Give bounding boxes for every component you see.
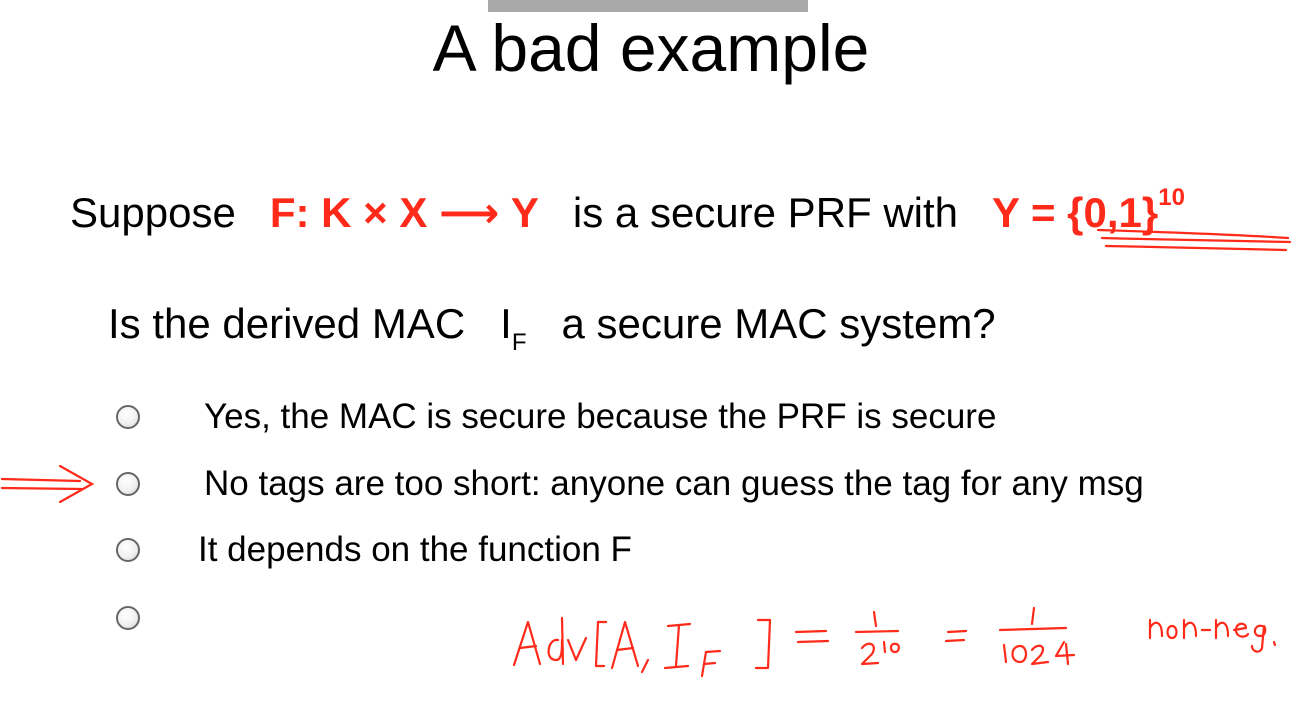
suppose-text: Suppose [70,189,236,236]
slide-title: A bad example [432,11,870,85]
question-suffix: a secure MAC system? [561,300,996,347]
question-prefix: Is the derived MAC [108,300,466,347]
mac-symbol: I [500,300,512,347]
prf-signature: F: K × X [269,189,428,236]
answer-option-label: No tags are too short: anyone can guess the tag for any msg [204,464,1144,503]
secure-prf-text: is a secure PRF with [572,189,959,236]
mac-subscript: F [511,329,527,356]
underline-strokes [1098,230,1290,250]
prf-codomain: Y [510,189,539,236]
answer-option-label: Yes, the MAC is secure because the PRF is secure [204,397,997,436]
arrow-icon: ⟶ [439,189,500,236]
codomain-definition: Y = {0,1} [992,189,1159,236]
pointer-arrow-icon [2,466,92,502]
advantage-equation [514,608,1275,676]
answer-option-label: It depends on the function F [198,530,632,569]
codomain-exponent: 10 [1158,184,1185,211]
